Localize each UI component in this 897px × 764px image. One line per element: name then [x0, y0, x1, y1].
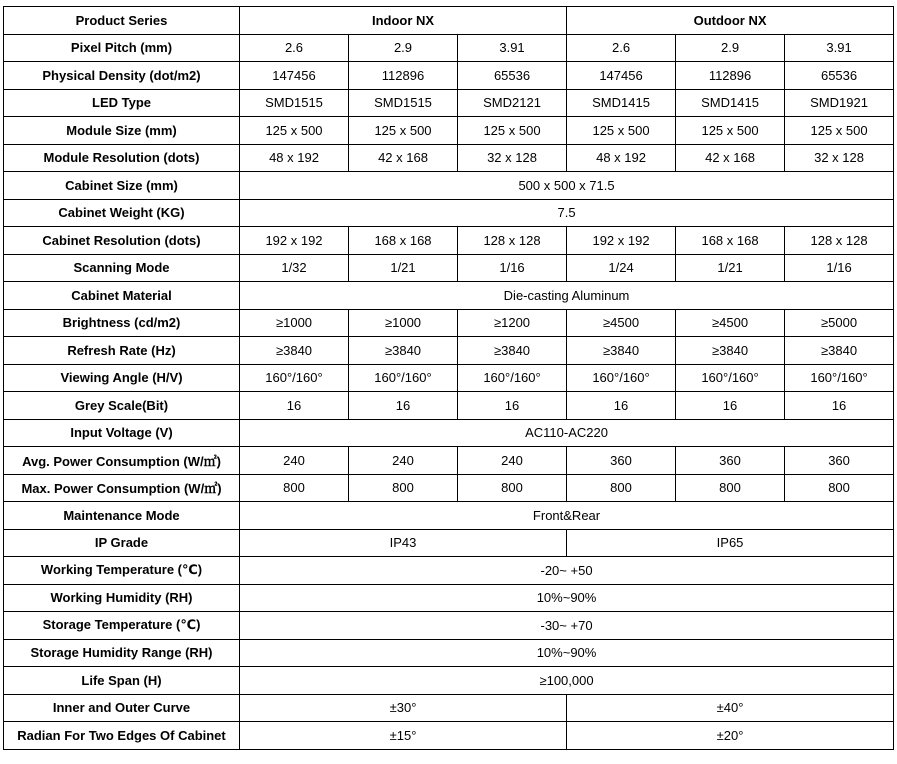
row-label: Working Humidity (RH): [4, 584, 240, 612]
row-label: Storage Temperature (℃): [4, 612, 240, 640]
cell-value-merged: ≥100,000: [240, 667, 894, 695]
table-row: [4, 337, 894, 365]
row-label: Refresh Rate (Hz): [4, 337, 240, 365]
cell-value: 125 x 500: [676, 117, 785, 145]
cell-value: 160°/160°: [458, 364, 567, 392]
cell-value: 160°/160°: [240, 364, 349, 392]
cell-value: 360: [567, 447, 676, 475]
cell-value-merged: -30~ +70: [240, 612, 894, 640]
cell-value: 125 x 500: [567, 117, 676, 145]
cell-value: 42 x 168: [349, 144, 458, 172]
cell-value: 800: [240, 474, 349, 502]
table-row: [4, 227, 894, 255]
cell-value: 2.9: [349, 34, 458, 62]
table-row: [4, 584, 894, 612]
cell-value: 2.6: [567, 34, 676, 62]
cell-value: 125 x 500: [785, 117, 894, 145]
table-row: [4, 144, 894, 172]
cell-value: ≥1000: [240, 309, 349, 337]
cell-value: 125 x 500: [240, 117, 349, 145]
cell-value: ≥4500: [676, 309, 785, 337]
cell-value: ≥3840: [676, 337, 785, 365]
cell-value-merged: 500 x 500 x 71.5: [240, 172, 894, 200]
cell-value: 3.91: [785, 34, 894, 62]
cell-value: 16: [676, 392, 785, 420]
cell-value: 16: [458, 392, 567, 420]
cell-value: 48 x 192: [240, 144, 349, 172]
table-row: [4, 667, 894, 695]
cell-value: SMD1515: [240, 89, 349, 117]
cell-value: 32 x 128: [785, 144, 894, 172]
cell-value: 147456: [567, 62, 676, 90]
cell-value: 16: [567, 392, 676, 420]
cell-value: 16: [240, 392, 349, 420]
row-label: Radian For Two Edges Of Cabinet: [4, 722, 240, 750]
header-outdoor: Outdoor NX: [567, 7, 894, 35]
cell-value: SMD1415: [676, 89, 785, 117]
header-row: [4, 7, 894, 35]
cell-value: 128 x 128: [458, 227, 567, 255]
cell-value: 112896: [349, 62, 458, 90]
cell-value: 16: [785, 392, 894, 420]
spec-table: [3, 6, 894, 750]
cell-value: SMD1515: [349, 89, 458, 117]
cell-value: ≥1200: [458, 309, 567, 337]
cell-value: 360: [676, 447, 785, 475]
table-row: [4, 309, 894, 337]
row-label: Grey Scale(Bit): [4, 392, 240, 420]
cell-value: 800: [676, 474, 785, 502]
cell-value-merged: -20~ +50: [240, 557, 894, 585]
table-row: [4, 502, 894, 530]
cell-value: 160°/160°: [349, 364, 458, 392]
cell-value: SMD1415: [567, 89, 676, 117]
table-row: [4, 364, 894, 392]
table-row: [4, 89, 894, 117]
cell-value: 1/21: [349, 254, 458, 282]
table-row: [4, 474, 894, 502]
row-label: Module Size (mm): [4, 117, 240, 145]
cell-value: 160°/160°: [676, 364, 785, 392]
row-label: Brightness (cd/m2): [4, 309, 240, 337]
cell-value: 125 x 500: [458, 117, 567, 145]
cell-value: 125 x 500: [349, 117, 458, 145]
cell-value-outdoor: ±20°: [567, 722, 894, 750]
cell-value: 160°/160°: [567, 364, 676, 392]
cell-value: ≥3840: [567, 337, 676, 365]
table-row: [4, 639, 894, 667]
cell-value-merged: Front&Rear: [240, 502, 894, 530]
row-label: Cabinet Size (mm): [4, 172, 240, 200]
cell-value: 1/16: [458, 254, 567, 282]
row-label: Cabinet Material: [4, 282, 240, 310]
cell-value-indoor: ±30°: [240, 694, 567, 722]
cell-value: 1/21: [676, 254, 785, 282]
cell-value: 192 x 192: [240, 227, 349, 255]
table-row: [4, 254, 894, 282]
cell-value: 16: [349, 392, 458, 420]
cell-value: 240: [240, 447, 349, 475]
table-row: [4, 612, 894, 640]
cell-value: 2.6: [240, 34, 349, 62]
cell-value: 48 x 192: [567, 144, 676, 172]
row-label: Max. Power Consumption (W/㎡): [4, 474, 240, 502]
table-row: [4, 172, 894, 200]
cell-value: 800: [567, 474, 676, 502]
cell-value: 65536: [785, 62, 894, 90]
row-label: Input Voltage (V): [4, 419, 240, 447]
table-row: [4, 722, 894, 750]
table-row: [4, 694, 894, 722]
cell-value-merged: 10%~90%: [240, 584, 894, 612]
table-row: [4, 62, 894, 90]
cell-value: 240: [458, 447, 567, 475]
cell-value-merged: Die-casting Aluminum: [240, 282, 894, 310]
row-label: Pixel Pitch (mm): [4, 34, 240, 62]
cell-value: 65536: [458, 62, 567, 90]
cell-value: 1/32: [240, 254, 349, 282]
row-label: Cabinet Resolution (dots): [4, 227, 240, 255]
cell-value-outdoor: ±40°: [567, 694, 894, 722]
header-indoor: Indoor NX: [240, 7, 567, 35]
row-label: Life Span (H): [4, 667, 240, 695]
cell-value: 3.91: [458, 34, 567, 62]
cell-value: 168 x 168: [676, 227, 785, 255]
cell-value: 160°/160°: [785, 364, 894, 392]
cell-value: 42 x 168: [676, 144, 785, 172]
cell-value: SMD1921: [785, 89, 894, 117]
row-label: Cabinet Weight (KG): [4, 199, 240, 227]
cell-value: ≥1000: [349, 309, 458, 337]
row-label: Module Resolution (dots): [4, 144, 240, 172]
cell-value: ≥3840: [349, 337, 458, 365]
cell-value: ≥3840: [240, 337, 349, 365]
row-label: Avg. Power Consumption (W/㎡): [4, 447, 240, 475]
cell-value: ≥4500: [567, 309, 676, 337]
table-row: [4, 557, 894, 585]
cell-value-merged: 10%~90%: [240, 639, 894, 667]
cell-value: 240: [349, 447, 458, 475]
cell-value: 800: [458, 474, 567, 502]
table-row: [4, 34, 894, 62]
cell-value: 147456: [240, 62, 349, 90]
cell-value-outdoor: IP65: [567, 529, 894, 557]
table-row: [4, 419, 894, 447]
cell-value: 128 x 128: [785, 227, 894, 255]
row-label: Working Temperature (℃): [4, 557, 240, 585]
cell-value: 112896: [676, 62, 785, 90]
cell-value: 2.9: [676, 34, 785, 62]
table-row: [4, 117, 894, 145]
row-label: LED Type: [4, 89, 240, 117]
cell-value: ≥3840: [785, 337, 894, 365]
row-label: Viewing Angle (H/V): [4, 364, 240, 392]
cell-value: ≥5000: [785, 309, 894, 337]
row-label: Inner and Outer Curve: [4, 694, 240, 722]
cell-value-merged: 7.5: [240, 199, 894, 227]
cell-value: 360: [785, 447, 894, 475]
cell-value: 32 x 128: [458, 144, 567, 172]
cell-value: 800: [349, 474, 458, 502]
cell-value-merged: AC110-AC220: [240, 419, 894, 447]
spec-body: [4, 34, 894, 749]
table-row: [4, 529, 894, 557]
cell-value: 1/24: [567, 254, 676, 282]
cell-value: 1/16: [785, 254, 894, 282]
row-label: Physical Density (dot/m2): [4, 62, 240, 90]
table-row: [4, 199, 894, 227]
cell-value: 192 x 192: [567, 227, 676, 255]
table-row: [4, 447, 894, 475]
cell-value: 168 x 168: [349, 227, 458, 255]
row-label: IP Grade: [4, 529, 240, 557]
cell-value: ≥3840: [458, 337, 567, 365]
header-product-series: Product Series: [4, 7, 240, 35]
table-row: [4, 282, 894, 310]
row-label: Maintenance Mode: [4, 502, 240, 530]
cell-value-indoor: ±15°: [240, 722, 567, 750]
cell-value-indoor: IP43: [240, 529, 567, 557]
table-row: [4, 392, 894, 420]
row-label: Scanning Mode: [4, 254, 240, 282]
cell-value: 800: [785, 474, 894, 502]
cell-value: SMD2121: [458, 89, 567, 117]
row-label: Storage Humidity Range (RH): [4, 639, 240, 667]
